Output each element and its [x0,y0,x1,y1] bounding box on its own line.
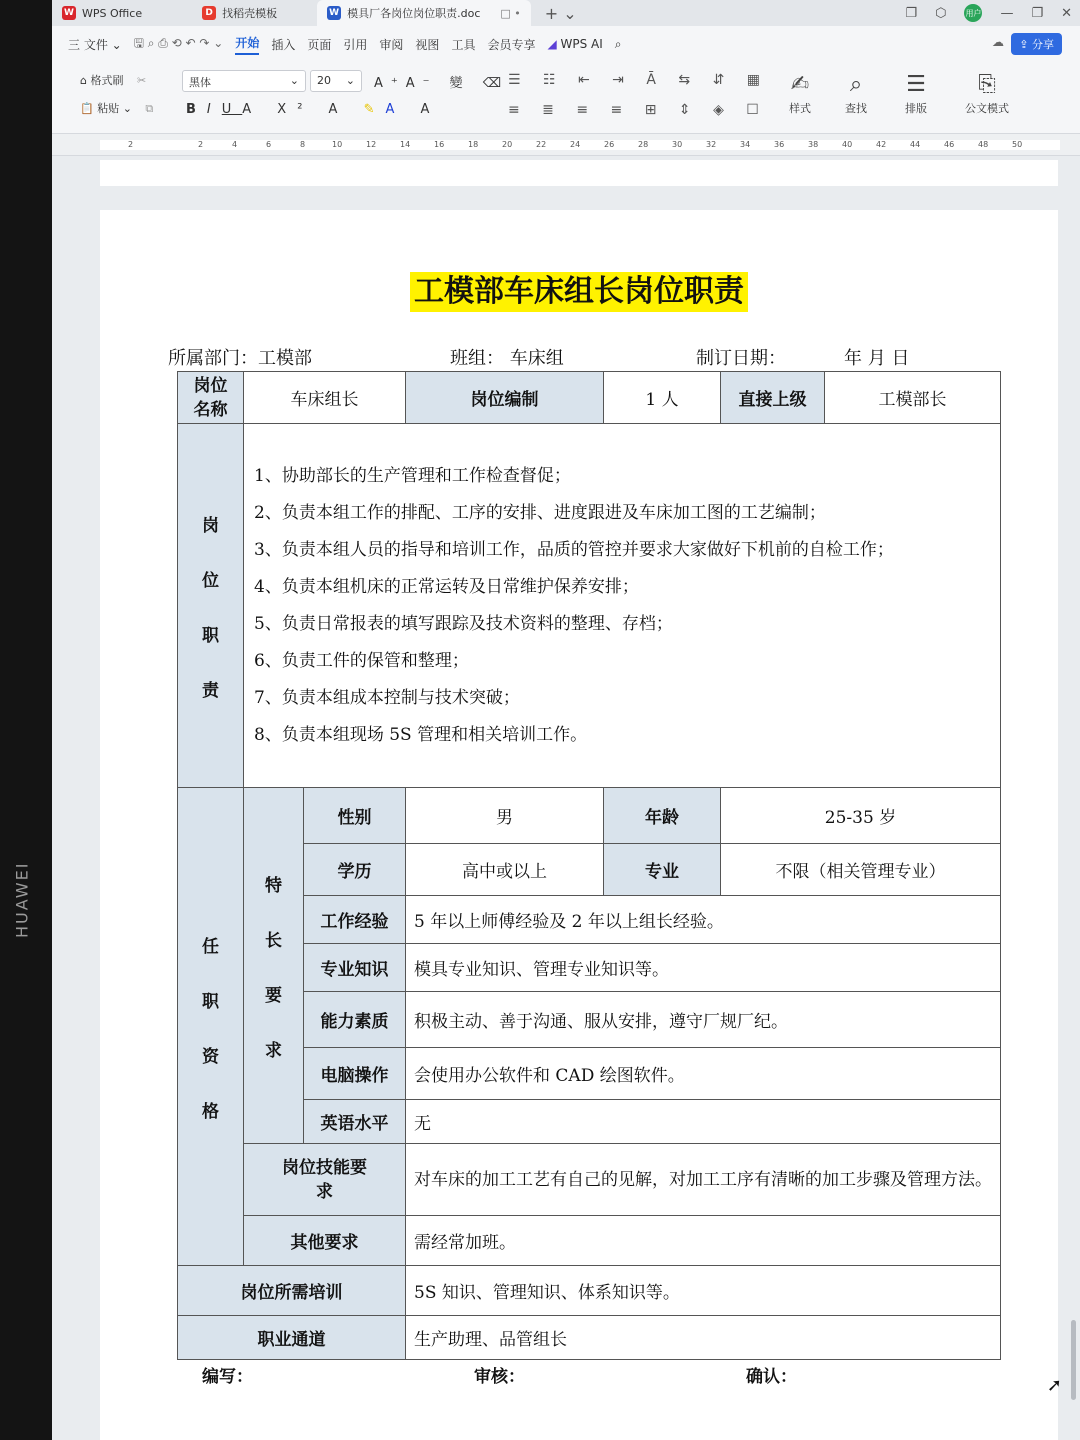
other-value: 需经常加班。 [406,1216,1001,1266]
meta-date-label: 制订日期： [696,348,786,369]
official-mode-label: 公文模式 [965,102,1009,115]
duty-item: 1、协助部长的生产管理和工作检查督促； [254,465,571,486]
duty-item: 8、负责本组现场 5S 管理和相关培训工作。 [254,724,588,745]
education-label: 学历 [304,844,406,896]
font-name-select[interactable] [182,70,306,92]
sign-writer: 编写： [202,1367,253,1387]
styles-button[interactable] [770,70,830,116]
font-size-select[interactable] [310,70,362,92]
age-value: 25-35 岁 [721,788,1001,844]
qualification-label [178,788,244,1266]
brush-icon: ⌂ [80,74,91,87]
tab-member[interactable]: 会员专享 [487,37,536,52]
minimize-icon[interactable]: — [1000,5,1014,21]
layout-button[interactable] [886,70,946,116]
font-grow-tools[interactable]: A⁺A⁻ 變 ⌫ [374,76,510,91]
duty-item: 4、负责本组机床的正常运转及日常维护保养安排； [254,576,639,597]
tab-template[interactable] [192,0,287,26]
ruler-tick: 10 [332,140,343,149]
close-icon[interactable]: ✕ [1061,5,1072,21]
ruler-tick: 38 [808,140,819,149]
sign-reviewer: 审核： [474,1367,525,1387]
duties-label-char: 职 [202,625,219,646]
font-size-value: 20 [317,74,331,87]
duties-label-char: 岗 [202,515,219,536]
tab-insert[interactable]: 插入 [271,37,296,52]
superior-value: 工模部长 [825,372,1001,424]
wps-window [52,0,1080,1440]
ruler-tick: 8 [300,140,306,149]
format-painter-label: 格式刷 [90,74,124,87]
share-label: 分享 [1032,38,1054,51]
skill-label: 岗位技能要求 [244,1144,406,1216]
duty-item: 7、负责本组成本控制与技术突破； [254,687,520,708]
tab-label: 模具厂各岗位岗位职责.doc [347,7,481,20]
training-value: 5S 知识、管理知识、体系知识等。 [406,1266,1001,1316]
table-row [178,1144,1001,1216]
ability-value: 积极主动、善于沟通、服从安排，遵守厂规厂纪。 [406,992,1001,1048]
post-name-label: 岗位名称 [178,372,244,424]
table-row [178,372,1001,424]
cube-icon[interactable]: ⬡ [935,5,947,21]
find-button[interactable] [826,70,886,116]
font-name-value: 黑体 [189,76,211,89]
specialty-label [244,788,304,1144]
education-value: 高中或以上 [406,844,604,896]
gender-label: 性别 [304,788,406,844]
duty-item: 2、负责本组工作的排配、工序的安排、进度跟进及车床加工图的工艺编制； [254,502,826,523]
qualification-label-char: 任 [202,936,219,957]
gender-value: 男 [406,788,604,844]
wps-ai-icon: ◢ [547,37,561,51]
post-name-value: 车床组长 [244,372,406,424]
english-value: 无 [406,1100,1001,1144]
document-icon: ⎘ [978,72,996,97]
wps-logo-icon: W [62,6,76,20]
specialty-label-char: 长 [265,930,282,951]
style-icon: ✍ [790,72,810,97]
share-icon: ⇪ [1019,37,1032,51]
meta-date-value: 年 月 日 [844,348,910,369]
major-label: 专业 [604,844,721,896]
title-bar [52,0,1080,26]
duty-item: 3、负责本组人员的指导和培训工作，品质的管控并要求大家做好下机前的自检工作； [254,539,894,560]
career-value: 生产助理、品管组长 [406,1316,1001,1360]
experience-label: 工作经验 [304,896,406,944]
knowledge-value: 模具专业知识、管理专业知识等。 [406,944,1001,992]
writer-logo-icon: W [327,6,341,20]
paste-icon: 📋 [80,102,98,115]
duty-item: 5、负责日常报表的填写跟踪及技术资料的整理、存档； [254,613,673,634]
ruler-tick: 36 [774,140,785,149]
magnifier-icon: ⌕ [849,72,863,97]
ruler-tick: 44 [910,140,921,149]
paste-button[interactable]: 📋 粘贴 ⌄ ⧉ [80,102,154,115]
headcount-value: 1 人 [604,372,721,424]
tab-reference[interactable]: 引用 [343,37,368,52]
device-bezel [0,0,52,1440]
ruler-tick: 46 [944,140,955,149]
share-button[interactable] [1011,33,1062,55]
ruler-tick: 28 [638,140,649,149]
ruler-tick: 4 [232,140,238,149]
device-brand: HUAWEI [12,861,32,939]
tab-label: WPS Office [82,6,143,20]
layout-label: 排版 [905,102,927,115]
official-mode-button[interactable] [952,70,1022,116]
specialty-label-char: 特 [265,875,282,896]
tab-home[interactable]: 开始 [235,34,259,55]
specialty-label-char: 要 [265,985,282,1006]
horizontal-ruler[interactable] [52,134,1080,156]
ruler-tick: 12 [366,140,377,149]
paste-label: 粘贴 [97,102,120,115]
career-label: 职业通道 [178,1316,406,1360]
ruler-tick: 32 [706,140,717,149]
document-title: 工模部车床组长岗位职责 [410,272,748,312]
ruler-tick: 34 [740,140,751,149]
restore-icon[interactable]: ❐ [905,5,918,21]
duties-label-char: 责 [202,680,219,701]
table-row [178,1216,1001,1266]
ribbon-toolbar [52,62,1080,134]
ruler-tick: 2 [198,140,204,149]
ruler-tick: 18 [468,140,479,149]
table-row [178,788,1001,844]
menu-bar [52,26,1080,62]
qualification-label-char: 职 [202,991,219,1012]
ruler-tick: 22 [536,140,547,149]
meta-group: 班组： 车床组 [450,348,564,369]
ruler-tick: 48 [978,140,989,149]
sign-confirm: 确认： [746,1367,797,1387]
tab-page[interactable]: 页面 [307,37,332,52]
ruler-tick: 42 [876,140,887,149]
major-value: 不限（相关管理专业） [721,844,1001,896]
mouse-cursor-icon: ➚ [1046,1375,1062,1396]
duties-content [244,424,1001,788]
tab-wps-office[interactable] [52,0,152,26]
age-label: 年龄 [604,788,721,844]
ruler-tick: 40 [842,140,853,149]
maximize-icon[interactable]: ❐ [1031,5,1044,21]
experience-value: 5 年以上师傅经验及 2 年以上组长经验。 [406,896,1001,944]
english-label: 英语水平 [304,1100,406,1144]
qualification-label-char: 资 [202,1046,219,1067]
duties-label-char: 位 [202,570,219,591]
skill-value: 对车床的加工工艺有自己的见解，对加工工序有清晰的加工步骤及管理方法。 [406,1144,1001,1216]
other-label: 其他要求 [244,1216,406,1266]
document-page[interactable] [100,210,1058,1440]
previous-page-edge [100,160,1058,186]
superior-label: 直接上级 [721,372,825,424]
ruler-tick: 16 [434,140,445,149]
job-description-table [177,371,1001,1360]
tab-view[interactable]: 视图 [415,37,440,52]
tab-wps-ai-label: WPS AI [560,37,603,51]
knowledge-label: 专业知识 [304,944,406,992]
ruler-tick: 2 [128,140,134,149]
chevron-down-icon: ⌄ [345,74,355,87]
layout-icon: ☰ [906,72,926,97]
cloud-icon[interactable]: ☁ [992,35,1004,49]
computer-value: 会使用办公软件和 CAD 绘图软件。 [406,1048,1001,1100]
ruler-tick: 14 [400,140,411,149]
paragraph-tools-row1[interactable]: ☰ ☷ ⇤ ⇥ Ā ⇆ ⇵ ▦ [508,72,769,88]
styles-label: 样式 [789,102,811,115]
table-row [178,424,1001,788]
ruler-tick: 20 [502,140,513,149]
ruler-tick: 24 [570,140,581,149]
tab-document[interactable] [317,0,531,26]
tab-tools[interactable]: 工具 [451,37,476,52]
quick-access-icons[interactable]: 🖫 ⌕ ⎙ ⟲ ↶ ↷ ⌄ [133,35,224,50]
cut-icon[interactable]: ✂ [136,74,147,87]
ruler-tick: 30 [672,140,683,149]
tab-label: 找稻壳模板 [222,7,278,20]
avatar[interactable]: 用户 [964,4,982,22]
duties-label [178,424,244,788]
ruler-tick: 26 [604,140,615,149]
search-icon[interactable]: ⌕ [614,36,622,51]
tab-review[interactable]: 审阅 [379,37,404,52]
chevron-down-icon: ⌄ [289,74,299,87]
find-label: 查找 [845,102,867,115]
copy-icon[interactable]: ⧉ [145,102,154,115]
docer-logo-icon: D [202,6,216,20]
qualification-label-char: 格 [202,1101,219,1122]
vertical-scrollbar[interactable] [1071,1320,1076,1400]
new-tab-icon[interactable]: + ⌄ [544,3,577,23]
paragraph-tools-row2[interactable]: ≡ ≣ ≡ ≡ ⊞ ⇕ ◈ ☐ [508,102,768,118]
training-label: 岗位所需培训 [178,1266,406,1316]
font-style-tools[interactable]: BIUA X² A ✎A A [186,102,441,117]
window-controls [905,0,1072,26]
ability-label: 能力素质 [304,992,406,1048]
duty-item: 6、负责工件的保管和整理； [254,650,469,671]
meta-department: 所属部门：工模部 [168,348,312,369]
format-painter-button[interactable] [80,72,146,88]
table-row [178,1316,1001,1360]
tab-wps-ai[interactable] [547,37,602,51]
file-menu[interactable]: 三 文件 ⌄ [68,37,122,52]
tab-menu-icon[interactable]: □ • [500,6,521,20]
ruler-tick: 50 [1012,140,1023,149]
ruler-tick: 6 [266,140,272,149]
computer-label: 电脑操作 [304,1048,406,1100]
headcount-label: 岗位编制 [406,372,604,424]
specialty-label-char: 求 [265,1040,282,1061]
table-row [178,1266,1001,1316]
